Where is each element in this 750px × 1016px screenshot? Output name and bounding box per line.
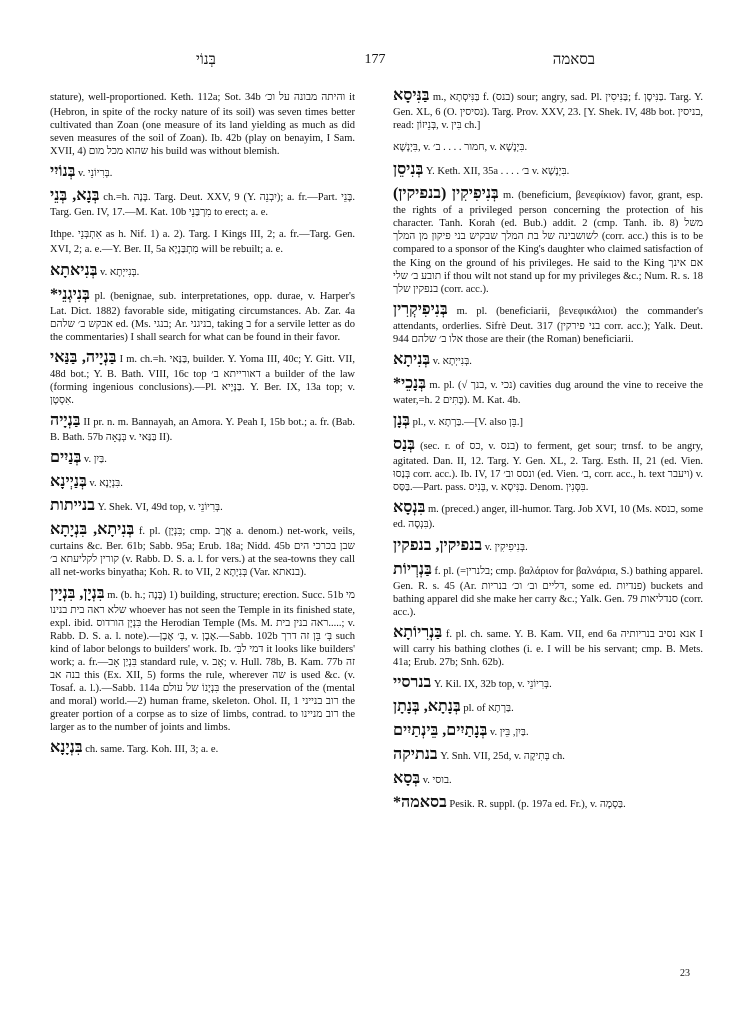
dictionary-entry xyxy=(393,673,703,693)
entry-headword: בְּנִיאתָא xyxy=(50,261,98,279)
entry-text: ch. same. Targ. Koh. III, 3; a. e. xyxy=(85,744,219,756)
entry-headword: בְּנָן xyxy=(393,412,410,430)
entry-headword: בְּנַיִים xyxy=(50,449,82,467)
dictionary-entry xyxy=(393,745,703,765)
entry-text: II pr. n. m. Bannayah, an Amora. Y. Peah I, 15b bot.; a. fr. (Bab. B. Bath. 57b בְּנָאָה v. בַּנַּאי II). xyxy=(50,417,355,444)
entry-headword: בְּנִיתָא xyxy=(393,351,431,369)
entry-headword: בְּנָתַיִים, בֵּינְתַיִים xyxy=(393,721,488,739)
entry-text: Ithpe. אִתְבְּנֵי as h. Nif. 1) a. 2). Targ. I Kings III, 2; a. fr.—Targ. Gen. XVI, 2; a. e.—Y. Ber. II, 5a מִתְבַּנְיָא will be rebuilt; a. e. xyxy=(50,229,355,256)
entry-text: Y. Snh. VII, 25d, v. בְּתִיקָה ch. xyxy=(440,750,565,762)
dictionary-entry xyxy=(393,560,703,619)
entry-text: Y. Kil. IX, 32b top, v. בְּרִיוֹנֵי. xyxy=(433,678,552,690)
entry-headword: בְּנַיְינָא xyxy=(50,473,87,491)
entry-headword: בְּנִיתָא, בִּנְיָתָא xyxy=(50,521,135,539)
entry-text: ch.=h. בָּנָה. Targ. Deut. XXV, 9 (Y. יִבְנֵה); a. fr.—Part. בָּנֵי. Targ. Gen. IV, 17.—M. Kat. 10b מִרְבַּנֵי to erect; a. e. xyxy=(50,192,355,219)
entry-text: m., בַּנִּיסְתָא f. (בנס) sour; angry, sad. Pl. בַּנִּיסִין; f. בַּנִּיסָן. Targ. Y. Gen. XL, 6 (O. נסיסין). Targ. Prov. XXV, 23. [Y. Shek. IV, 48b bot. בניסין, read: בְּנֵיזוֹן, v. בִּין ch.] xyxy=(393,92,703,132)
dictionary-entry xyxy=(50,348,355,407)
dictionary-entry xyxy=(50,448,355,468)
dictionary-entry xyxy=(393,623,703,669)
entry-text: m. pl. (beneficiarii, βενεφικάλιοι) the commander's attendants, orderlies. Sifrè Deut. 317 (בני פירקין corr. acc.); Yalk. Deut. 944 אלו ב׳ שלהם those are their (the Roman) beneficiarii. xyxy=(393,305,703,345)
dictionary-entry xyxy=(393,160,703,180)
dictionary-entry xyxy=(393,793,703,813)
entry-text: I m. ch.=h. בַּנַּאי, builder. Y. Yoma III, 40c; Y. Gitt. VII, 48d bot.; Y. B. Bath. VIII, 16c top דאורייתא ב׳ a builder of the law (forming ingenious conclusions).—Pl. בַּנָּיָיא. Y. Ber. IX, 13a top; v. אִסְטָן. xyxy=(50,353,355,407)
entry-headword: בְּסָא xyxy=(393,769,421,787)
dictionary-entry xyxy=(393,411,703,431)
entry-headword: בְּנִיסֵן xyxy=(393,161,424,179)
entry-text: Pesik. R. suppl. (p. 197a ed. Fr.), v. בַּסְמָה. xyxy=(449,798,626,810)
left-column xyxy=(50,86,355,762)
dictionary-entry xyxy=(393,697,703,717)
dictionary-entry xyxy=(393,184,703,296)
entry-headword: בְּנַס xyxy=(393,436,416,454)
entry-text: v. בְּרִיוֹנֵי. xyxy=(78,168,113,180)
entry-headword: בַּנְיָיה, בַּנַּאי xyxy=(50,348,117,366)
dictionary-entry xyxy=(393,350,703,370)
entry-headword: בנפיקין, בנפקין xyxy=(393,536,483,554)
entry-text: f. pl. (בִּנְיָן; cmp. אֲרָב a. denom.) net-work, veils, curtains &c. Ber. 61b; Sabb. 95a; Erub. 18a; Nidd. 45b שבן בכרכי הים קורין לקליעתא ב׳ (v. Rabb. D. S. a. l. for vers.) at the sea-towns they call all net-works binyatha; Koh. R. to VII, 2 בְּנִיָתָא (Var. בנאתא). xyxy=(50,526,355,579)
entry-headword: בְּנִיפִיקְרִין xyxy=(393,300,448,318)
dictionary-entry xyxy=(50,472,355,492)
entry-text: v. בְּנִיפִיקִין. xyxy=(484,541,528,553)
dictionary-entry xyxy=(50,496,355,516)
entry-headword: בְּנִיפִיקִין (בנפיקין) xyxy=(393,185,499,203)
dictionary-entry xyxy=(50,584,355,735)
entry-text: pl. of בַּרְתָא. xyxy=(463,702,514,714)
entry-headword: בַּנְיָיה xyxy=(50,412,81,430)
entry-text: v. בְּנִייְתָא. xyxy=(432,356,472,368)
entry-text: (sec. r. of כס, v. בנס) to ferment, get sour; trnsf. to be angry, agitated. Dan. II, 12. Targ. Y. Gen. XL, 2. Targ. Esth. II, 21 (ed. Vien. בְּנַסוּ corr. acc.). Ib. IV, 17 ונסס וב׳ (ed. Vien. ב׳, corr. acc., h. text ויעבר) v. בַּסַּס.—Part. pass. בְּנִיס, v. בַּנִּיסָא. Denom. בִּסְּנִין. xyxy=(393,441,703,494)
entry-headword: בַּנְרִיוֹתָא xyxy=(393,623,443,641)
entry-headword: בְּנָא, בְּנֵי xyxy=(50,187,100,205)
entry-text: v. בִּנְיָנָא. xyxy=(89,478,123,490)
entry-headword: בְּנָתָא, בְּנָתָן xyxy=(393,697,461,715)
entry-headword: בַּנִּיסָא xyxy=(393,87,430,104)
dictionary-entry xyxy=(50,411,355,444)
entry-text: pl. (benignae, sub. interpretationes, opp. durae, v. Harper's Lat. Dict. 1882) favorable side, mitigating circumstances. Ab. Zar. 4a אבקש ב׳ שלהם ed. (Ms. בנגי; Ar. בניגני, taking ב for a servile letter as do the commentaries) I shall search for what can be found in their favor. xyxy=(50,290,355,343)
entry-headword: בְּנוֹיִי xyxy=(50,163,76,181)
entry-text: m. pl. (√ בנך, v. נכי) cavities dug around the vine to receive the water,=h. בָּתִּים 2). M. Kat. 4b. xyxy=(393,380,703,407)
page-header xyxy=(0,52,750,76)
dictionary-entry xyxy=(393,374,703,407)
dictionary-entry xyxy=(50,223,355,256)
dictionary-entry xyxy=(393,536,703,556)
dictionary-entry xyxy=(393,435,703,494)
entry-headword: בִּנְיָנָא xyxy=(50,739,83,757)
entry-headword: בנתיקה xyxy=(393,745,438,763)
dictionary-entry xyxy=(393,721,703,741)
dictionary-entry xyxy=(50,285,355,344)
entry-text: stature), well-proportioned. Keth. 112a; Sot. 34b והיתה מבונה על וכ׳ it (Hebron, in spite of the rocky nature of its soil) was seven times better cultivated than Zoan (one measure of its land yielding as much as did seven measures of the soil of Zoan). Ib. 42b (play on benayim, I Sam. XVII, 4) שהוא מכל מום his build was without blemish. xyxy=(50,92,355,158)
entry-text: v. בְּנִייְתָא. xyxy=(100,266,140,278)
dictionary-entry xyxy=(393,86,703,132)
entry-headword: בִּנְסָא xyxy=(393,499,426,517)
dictionary-entry xyxy=(50,520,355,579)
page-number: 177 xyxy=(364,52,386,67)
entry-text: בִּיְנָשָׁא, v. חמור . . . . ב׳, v. בִּיְנָשָׁא. xyxy=(393,142,528,154)
entry-text: v. בַּיִן. xyxy=(83,454,107,466)
entry-headword: בנרסיי xyxy=(393,673,432,691)
entry-text: f. pl. ch. same. Y. B. Kam. VII, end 6a אנא נסיב בנריותיה I will carry his bathing clothes (i. e. I will be his servant; cmp. B. Mets. 41a; Erub. 27b; Snh. 62b). xyxy=(393,628,703,668)
dictionary-entry xyxy=(50,186,355,219)
entry-text: Y. Keth. XII, 35a . . . . ב׳ v. בִּיְנָשָׁא. xyxy=(425,166,570,178)
dictionary-entry xyxy=(393,769,703,789)
running-head-right: בסאמה xyxy=(552,52,595,68)
entry-text: pl., v. בַּרְתָא.—[V. also בֵּן.] xyxy=(412,417,523,429)
running-head-left: בְּנוֹי xyxy=(196,52,216,68)
entry-headword: *בְּנִיגְנֵי xyxy=(50,285,90,303)
dictionary-entry xyxy=(50,738,355,758)
dictionary-entry xyxy=(393,498,703,531)
entry-headword: בִּנְיָן, בִּנְיָין xyxy=(50,584,105,602)
entry-text: v. בוסי. xyxy=(422,774,452,786)
signature-mark: 23 xyxy=(680,968,690,979)
dictionary-entry xyxy=(393,136,703,156)
dictionary-entry xyxy=(50,162,355,182)
entry-text: Y. Shek. VI, 49d top, v. בְּרִיוֹנֵי. xyxy=(97,502,223,514)
entry-headword: *בְּנָכֵי xyxy=(393,375,426,393)
entry-headword: *בסאמה xyxy=(393,793,447,811)
entry-text: m. (b. h.; בָּנָה) 1) building, structure; erection. Succ. 51b מי שלא ראה בית בנינו whoever has not seen the Temple in its finished state, expl. ibid. בִּנְיָן הורדוס the Herodian Temple (Ms. M. ראה בנין בית.....; v. Rabb. D. S. a. l. note).—בְּ׳ אֶבֶן, v. אֶבֶן.—Sabb. 102b בְּ׳ בֵּן זה דרך such kind of labor belongs to builders' work. Ib. דמי לבִּ׳ it looks like builders' work; a. fr.—בִּנְיַן אָב standard rule, v. אָב; v. Hull. 78b, B. Kam. 77b זה בנה אב this (Ex. XII, 5) forms the rule, wherever שה is used &c. (v. Tosaf. a. l.).—Sabb. 114a בִּנְיָנוֹ של עולם the preservation of the (mental and moral) world.—2) human frame, skeleton. Ohol. II, 1 רוב בנייני the greater portion of a corpse as to size of limbs, contrad. to רוב מניינו the larger as to the number of joints and limbs. xyxy=(50,589,355,734)
entry-text: v. בַּיִן, בֵּין. xyxy=(489,726,529,738)
entry-headword: בנייתות xyxy=(50,497,95,515)
dictionary-entry xyxy=(50,261,355,281)
dictionary-entry xyxy=(393,300,703,346)
dictionary-entry xyxy=(50,86,355,158)
entry-text: m. (beneficium, βενεφίκιον) favor, grant, esp. the rights of a privileged person concerning the protection of his character. Tanh. Korah (ed. Bub.) addit. 2 (cmp. Tanh. ib. 8) משל לשושבינה של בת המלך שבקיש בני פיקון מן המלך (corr. acc.) this is to be compared to a sponsor of the King's daughter who claimed satisfaction of the King on the ground of his privileges. He said to the King אם אינך תובע ב׳ שלי if thou wilt not stand up for my privileges &c.; Num. R. s. 18 בנפקין שלך (corr. acc.). xyxy=(393,190,703,295)
entry-text: f. pl. (=בלנרין; cmp. βαλάριον for βαλνάρια, S.) bathing apparel. Gen. R. s. 45 (Ar. דליים וב׳ וכ׳ בנריות, some ed. פנדיות) buckets and bathing apparel did she make her carry &c.; Yalk. Gen. 79 סנדליאות (corr. acc.). xyxy=(393,565,703,618)
entry-text: m. (preced.) anger, ill-humor. Targ. Job XVI, 10 (Ms. כנסא, some ed. בִּנְסָה). xyxy=(393,504,703,531)
entry-headword: בַּנְרְיוֹת xyxy=(393,560,432,578)
right-column xyxy=(393,86,703,817)
